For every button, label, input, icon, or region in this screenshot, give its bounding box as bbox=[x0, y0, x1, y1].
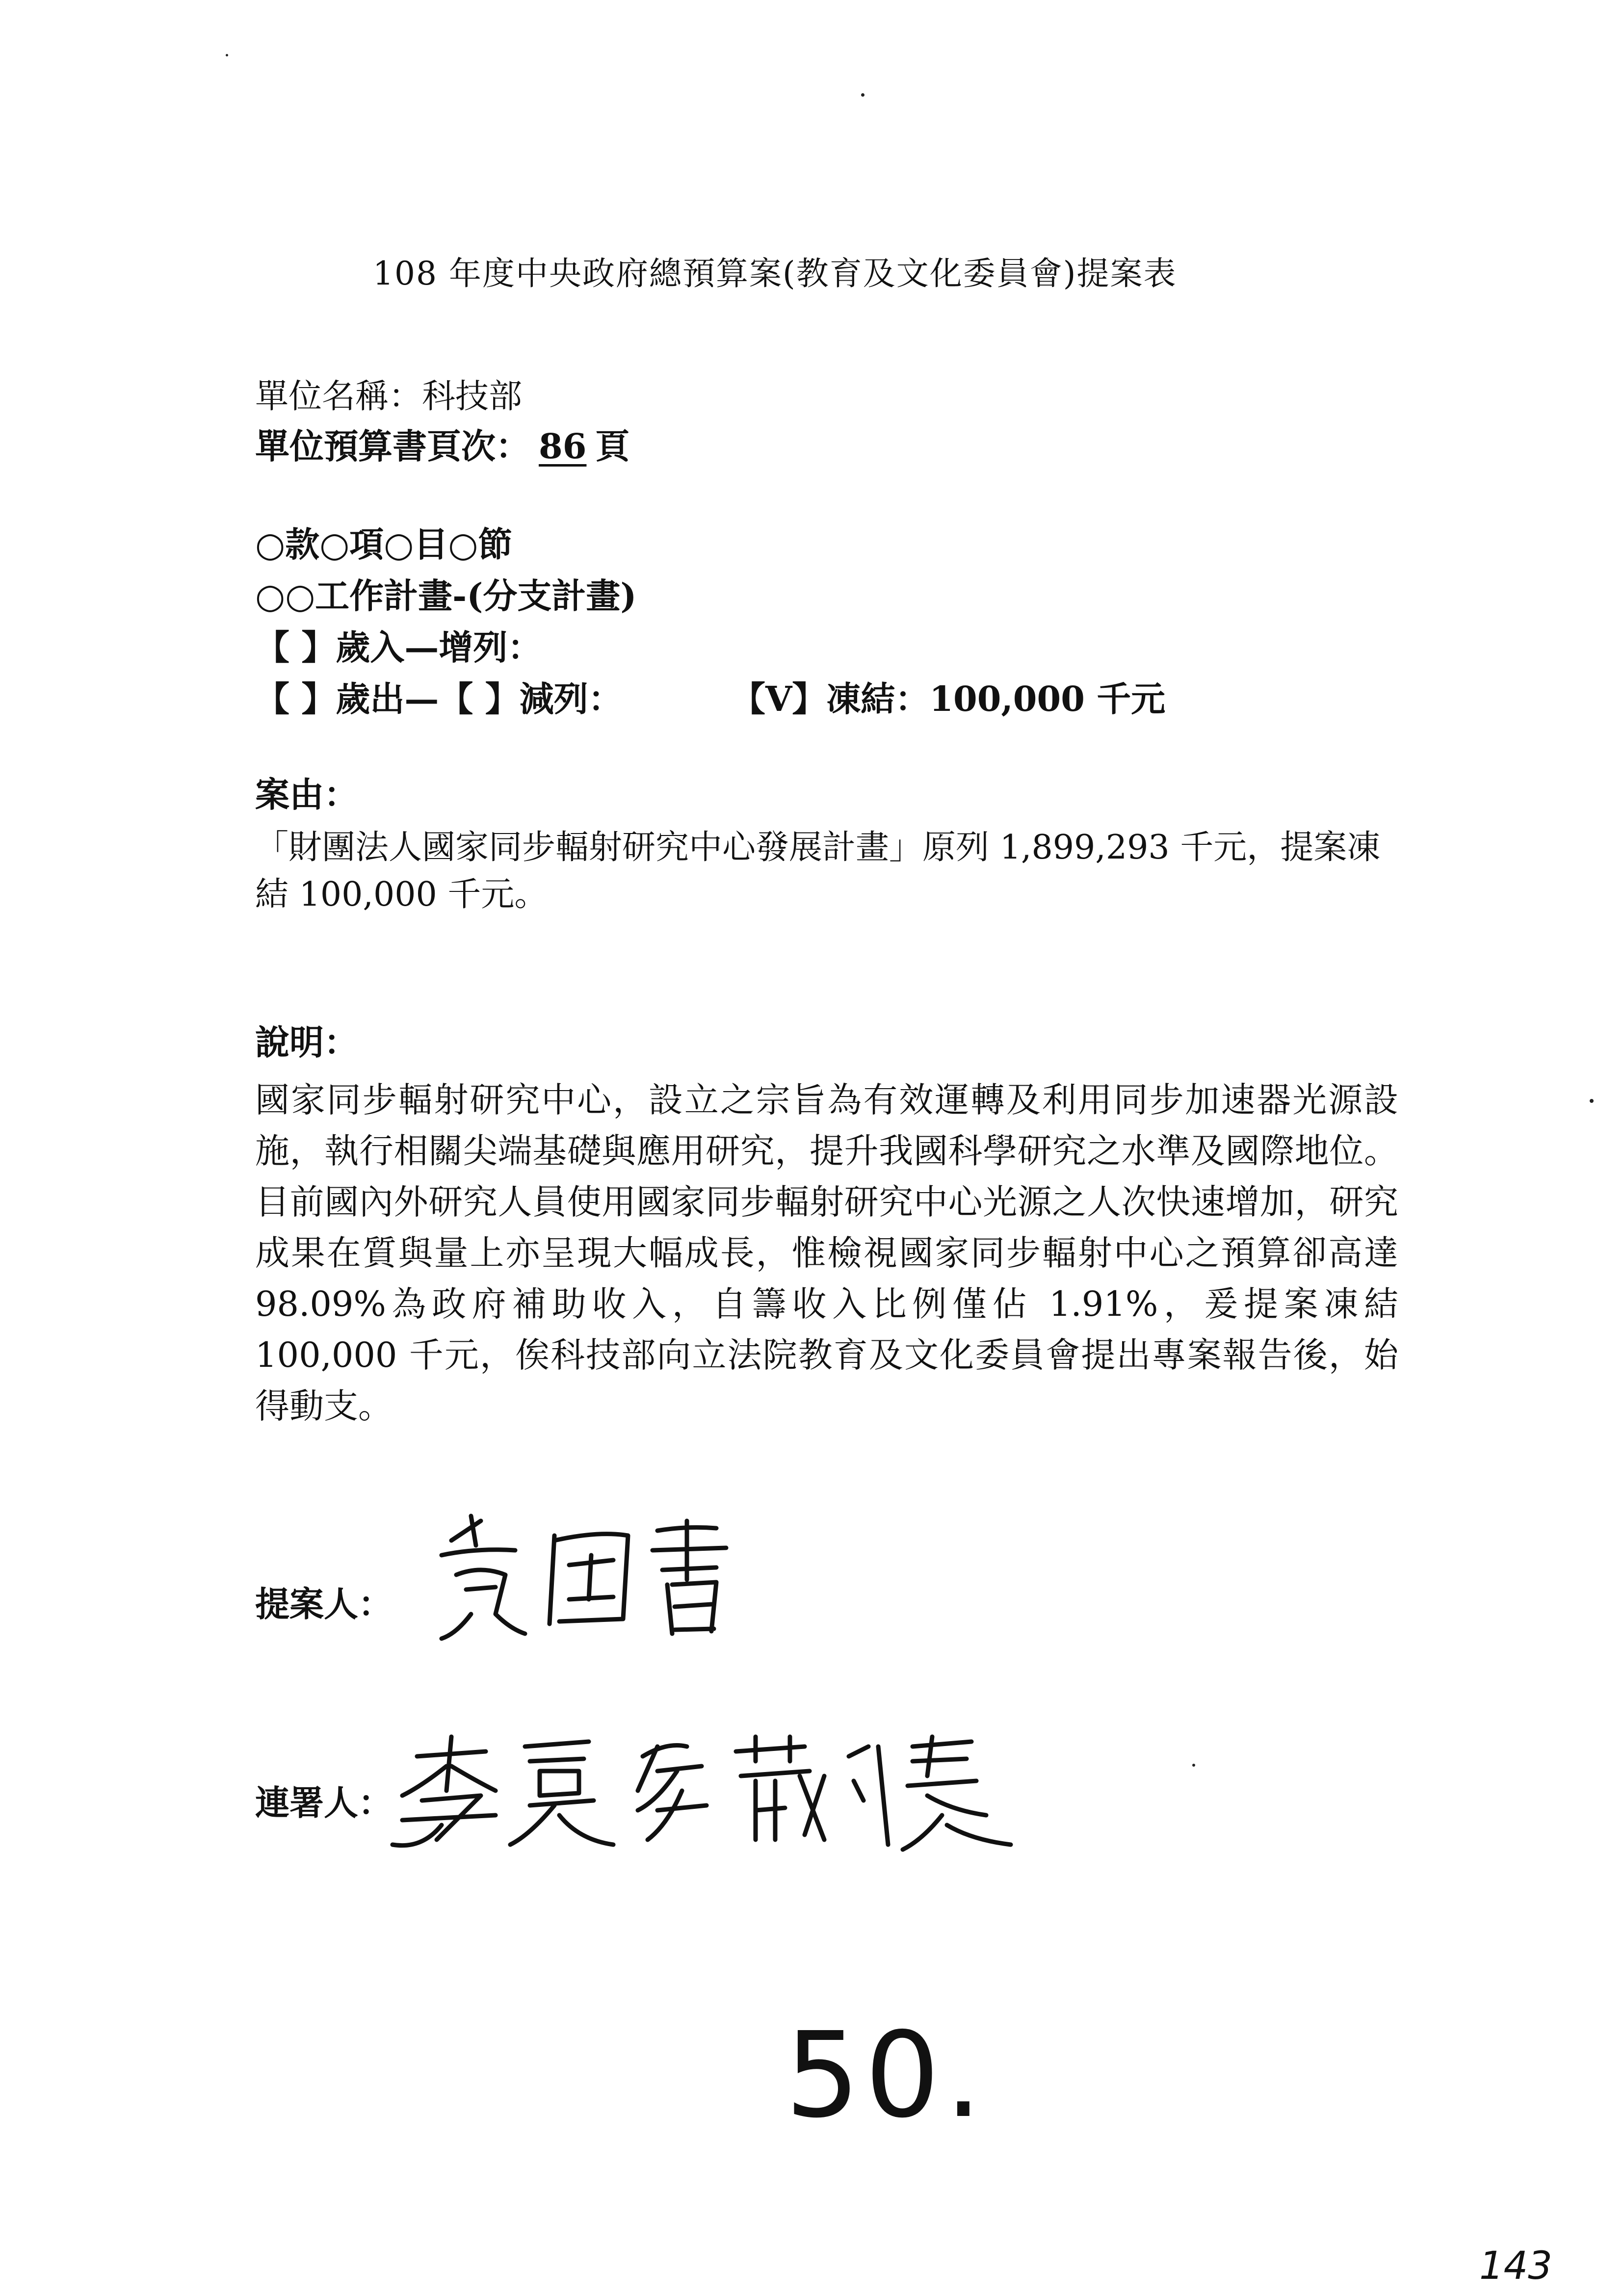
scan-speck bbox=[226, 54, 228, 56]
cosigner-label: 連署人： bbox=[255, 1782, 393, 1823]
cause-text: 「財團法人國家同步輻射研究中心發展計畫」原列 1,899,293 千元，提案凍結 100,000 千元。 bbox=[255, 828, 1381, 914]
freeze-line: 【V】凍結：100,000 千元 bbox=[731, 678, 1166, 719]
explanation-heading: 說明： bbox=[255, 1022, 358, 1063]
document-title: 108 年度中央政府總預算案(教育及文化委員會)提案表 bbox=[373, 255, 1177, 292]
cause-heading: 案由： bbox=[255, 774, 358, 815]
page-number: 143 bbox=[1479, 2244, 1552, 2288]
revenue-increase-line: 【 】歲入—增列： bbox=[255, 627, 542, 668]
scan-speck bbox=[1590, 1099, 1594, 1103]
unit-name: 單位名稱：科技部 bbox=[255, 377, 523, 416]
cosigner-signatures bbox=[383, 1727, 1021, 1859]
budget-structure-line: ○款○項○目○節 bbox=[255, 524, 513, 565]
scan-speck bbox=[861, 93, 864, 97]
budget-page-reference bbox=[255, 426, 630, 467]
budget-page-number: 86 bbox=[539, 426, 587, 467]
scan-speck bbox=[1192, 1764, 1195, 1767]
budget-page-suffix: 頁 bbox=[595, 426, 630, 467]
work-plan-line: ○○工作計畫-(分支計畫) bbox=[255, 575, 637, 616]
expense-reduce-line: 【 】歲出—【 】減列： bbox=[255, 678, 623, 719]
handwritten-number: 50. bbox=[785, 2007, 987, 2144]
proposer-signature bbox=[422, 1501, 775, 1648]
budget-page-prefix: 單位預算書頁次： bbox=[255, 426, 530, 467]
proposer-label: 提案人： bbox=[255, 1584, 393, 1624]
explanation-text: 國家同步輻射研究中心，設立之宗旨為有效運轉及利用同步加速器光源設施，執行相關尖端基礎與應用研究，提升我國科學研究之水準及國際地位。目前國內外研究人員使用國家同步輻射研究中心光源之人次快速增加，研究成果在質與量上亦呈現大幅成長，惟檢視國家同步輻射中心之預算卻高達 98.09%為政府補助收入，自籌收入比例僅佔 1.91%，爰提案凍結 100,000 千元，俟科技部向立法院教育及文化委員會提出專案報告後，始得動支。 bbox=[255, 1080, 1398, 1426]
